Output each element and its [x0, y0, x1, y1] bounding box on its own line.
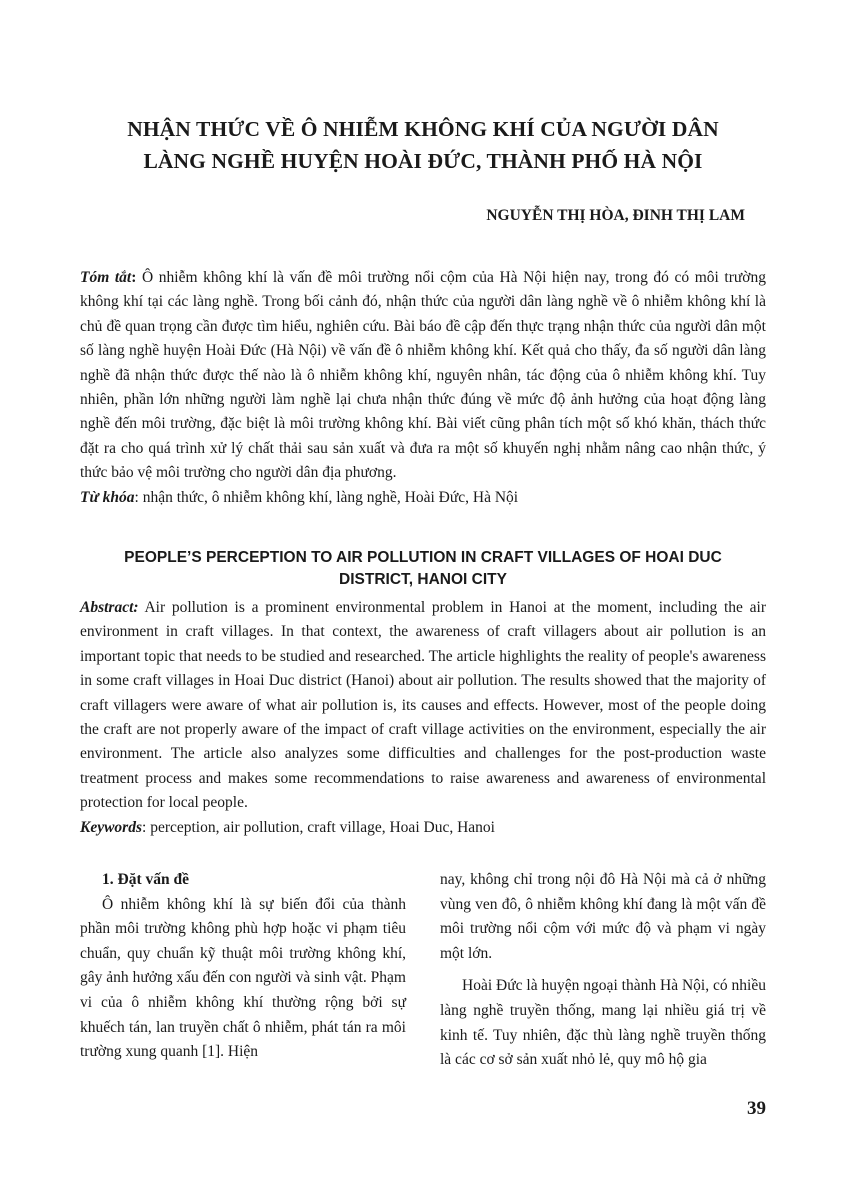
abstract-vi-label: Tóm tắt — [80, 269, 132, 286]
keywords-vi-label: Từ khóa — [80, 488, 135, 506]
abstract-vi-paragraph: Tóm tắt: Ô nhiễm không khí là vấn đề môi trường nổi cộm của Hà Nội hiện nay, trong đó có môi trường không khí tại các làng nghề. Trong bối cảnh đó, nhận thức của người dân làng nghề về ô nhiễm không khí là chủ đề quan trọng cần được tìm hiểu, nghiên cứu. Bài báo đề cập đến thực trạng nhận thức của người dân một số làng nghề huyện Hoài Đức (Hà Nội) về vấn đề ô nhiễm không khí. Kết quả cho thấy, đa số người dân làng nghề đã nhận thức được thế nào là ô nhiễm không khí, nguyên nhân, tác động của ô nhiễm không khí. Tuy nhiên, phần lớn những người làm nghề lại chưa nhận thức đúng về mức độ ảnh hưởng của hoạt động làng nghề đến môi trường, đặc biệt là môi trường không khí. Bài viết cũng phân tích một số khó khăn, thách thức đặt ra cho quá trình xử lý chất thải sau sản xuất và đưa ra một số khuyến nghị nhằm nâng cao nhận thức, ý thức bảo vệ môi trường cho người dân địa phương. — [80, 269, 766, 482]
keywords-en-text: perception, air pollution, craft village, Hoai Duc, Hanoi — [150, 818, 495, 836]
body-column-right — [440, 868, 766, 1073]
section-heading: 1. Đặt vấn đề — [102, 871, 189, 888]
english-title-line-1: PEOPLE’S PERCEPTION TO AIR POLLUTION IN CRAFT VILLAGES OF HOAI DUC — [124, 549, 722, 566]
abstract-en-paragraph — [80, 596, 766, 816]
article-title — [60, 113, 786, 177]
keywords-vi-line: Từ khóa: nhận thức, ô nhiễm không khí, làng nghề, Hoài Đức, Hà Nội — [80, 488, 519, 506]
keywords-en-label: Keywords — [80, 818, 142, 836]
page-number: 39 — [747, 1098, 766, 1119]
body-paragraph-right-1: nay, không chỉ trong nội đô Hà Nội mà cả ở những vùng ven đô, ô nhiễm không khí đang là một vấn đề môi trường nổi cộm với mức độ và phạm vi ngày một lớn. — [440, 871, 766, 962]
article-title-line-2: LÀNG NGHỀ HUYỆN HOÀI ĐỨC, THÀNH PHỐ HÀ NỘI — [143, 149, 703, 173]
author-names: NGUYỄN THỊ HÒA, ĐINH THỊ LAM — [486, 207, 745, 224]
abstract-vietnamese — [80, 266, 766, 510]
english-title — [80, 547, 766, 591]
body-paragraph-right-2: Hoài Đức là huyện ngoại thành Hà Nội, có nhiều làng nghề truyền thống, mang lại nhiều giá trị về kinh tế. Tuy nhiên, đặc thù làng nghề truyền thống là các cơ sở sản xuất nhỏ lẻ, quy mô hộ gia — [440, 977, 766, 1069]
abstract-english — [80, 596, 766, 840]
abstract-en-text: Air pollution is a prominent environmental problem in Hanoi at the moment, including the air environment in craft villages. In that context, the awareness of craft villagers about air pollution is an important topic that needs to be studied and researched. The article highlights the reality of people's awareness in some craft villages in Hoai Duc district (Hanoi) about air pollution. The results showed that the majority of craft villagers were aware of what air pollution is, its causes and effects. However, most of the people doing the craft are not properly aware of the impact of craft village activities on the environment, especially the air environment. The article also analyzes some difficulties and challenges for the post-production waste treatment process and makes some recommendations to raise awareness and awareness of environmental protection for local people. — [80, 599, 767, 812]
body-column-left — [80, 868, 406, 1065]
abstract-en-label: Abstract: — [80, 599, 139, 616]
english-title-line-2: DISTRICT, HANOI CITY — [339, 571, 507, 588]
keywords-vi-text: nhận thức, ô nhiễm không khí, làng nghề, Hoài Đức, Hà Nội — [142, 488, 519, 506]
keywords-en-line: Keywords: perception, air pollution, craft village, Hoai Duc, Hanoi — [80, 818, 495, 836]
abstract-vi-text: Ô nhiễm không khí là vấn đề môi trường nổi cộm của Hà Nội hiện nay, trong đó có môi trường không khí tại các làng nghề. Trong bối cảnh đó, nhận thức của người dân làng nghề về ô nhiễm không khí là chủ đề quan trọng cần được tìm hiểu, nghiên cứu. Bài báo đề cập đến thực trạng nhận thức của người dân một số làng nghề huyện Hoài Đức (Hà Nội) về vấn đề ô nhiễm không khí. Kết quả cho thấy, đa số người dân làng nghề đã nhận thức được thế nào là ô nhiễm không khí, nguyên nhân, tác động của ô nhiễm không khí. Tuy nhiên, phần lớn những người làm nghề lại chưa nhận thức đúng về mức độ ảnh hưởng của hoạt động làng nghề đến môi trường, đặc biệt là môi trường không khí. Bài viết cũng phân tích một số khó khăn, thách thức đặt ra cho quá trình xử lý chất thải sau sản xuất và đưa ra một số khuyến nghị nhằm nâng cao nhận thức, ý thức bảo vệ môi trường cho người dân địa phương. — [80, 269, 766, 482]
body-paragraph-left: Ô nhiễm không khí là sự biến đổi của thành phần môi trường không phù hợp hoặc vi phạm tiêu chuẩn, quy chuẩn kỹ thuật môi trường không khí, gây ảnh hưởng xấu đến con người và sinh vật. Phạm vi của ô nhiễm không khí thường rộng bởi sự khuếch tán, lan truyền chất ô nhiễm, phát tán ra môi trường xung quanh [1]. Hiện — [80, 895, 406, 1061]
article-title-line-1: NHẬN THỨC VỀ Ô NHIỄM KHÔNG KHÍ CỦA NGƯỜI DÂN — [127, 117, 719, 141]
